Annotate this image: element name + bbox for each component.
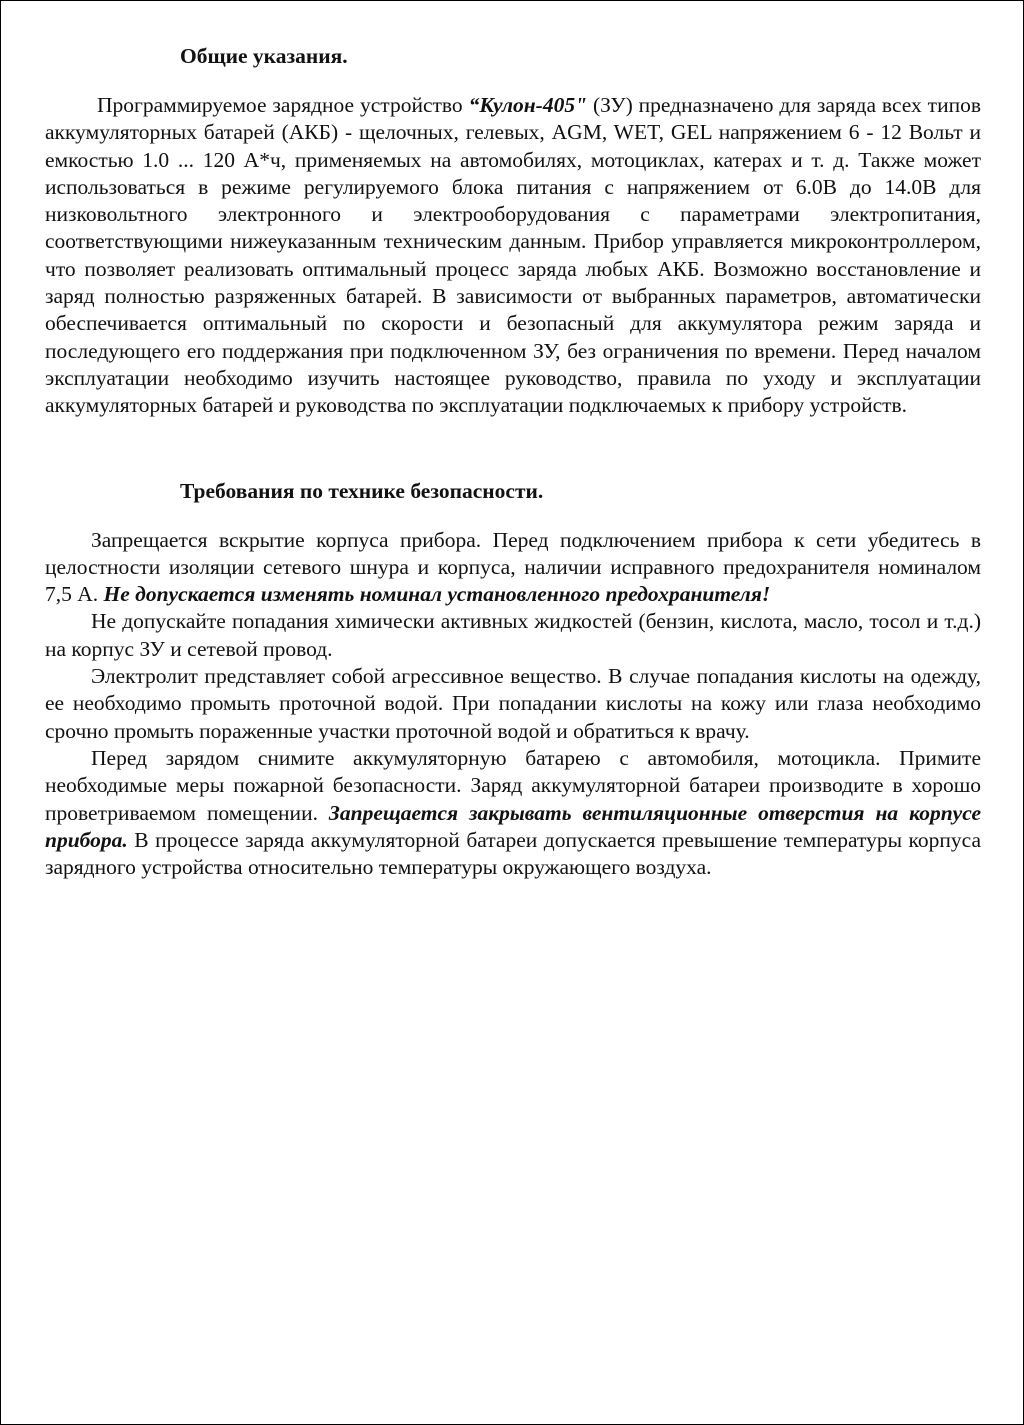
housing-text: Запрещается вскрытие корпуса прибора. Перед подключением прибора к сети убедитесь в целостности изоляции сетевого шнура и корпуса, наличии исправного предохранителя номиналом 7,5 А. <box>45 527 981 607</box>
safety-paragraph-charging <box>45 745 981 881</box>
general-instructions-paragraph <box>45 92 981 420</box>
safety-paragraph-electrolyte: Электролит представляет собой агрессивное вещество. В случае попадания кислоты на одежду, ее необходимо промыть проточной водой. При попадании кислоты на кожу или глаза необходимо срочно промыть пораженные участки проточной водой и обратиться к врачу. <box>45 664 981 743</box>
temperature-text: В процессе заряда аккумуляторной батареи допускается превышение температуры корпуса зарядного устройства относительно температуры окружающего воздуха. <box>45 827 981 880</box>
general-instructions-heading: Общие указания. <box>180 44 348 68</box>
safety-paragraph-liquids: Не допускайте попадания химически активных жидкостей (бензин, кислота, масло, тосол и т.д.) на корпус ЗУ и сетевой провод. <box>45 609 981 661</box>
charging-text: Перед зарядом снимите аккумуляторную батарею с автомобиля, мотоцикла. Примите необходимые меры пожарной безопасности. Заряд аккумуляторной батареи производите в хорошо проветриваемом помещении. <box>45 745 981 825</box>
intro-description: (ЗУ) предназначено для заряда всех типов аккумуляторных батарей (АКБ) - щелочных, гелевых, AGM, WET, GEL напряжением 6 - 12 Вольт и емкостью 1.0 ... 120 А*ч, применяемых на автомобилях, мотоциклах, катерах и т. д. Также может использоваться в режиме регулируемого блока питания с напряжением от 6.0В до 14.0В для низковольтного электронного и электрооборудования с параметрами электропитания, соответствующими нижеуказанным техническим данным. Прибор управляется микроконтроллером, что позволяет реализовать оптимальный процесс заряда любых АКБ. Возможно восстановление и заряд полностью разряженных батарей. В зависимости от выбранных параметров, автоматически обеспечивается оптимальный по скорости и безопасный для аккумулятора режим заряда и последующего его поддержания при подключенном ЗУ, без ограничения по времени. Перед началом эксплуатации необходимо изучить настоящее руководство, правила по уходу и эксплуатации аккумуляторных батарей и руководства по эксплуатации подключаемых к прибору устройств. <box>45 93 981 418</box>
safety-paragraph-housing <box>45 527 981 609</box>
intro-text: Программируемое зарядное устройство <box>97 93 469 117</box>
document-content <box>45 43 981 881</box>
safety-requirements-heading: Требования по технике безопасности. <box>180 478 544 503</box>
ventilation-warning: Запрещается закрывать вентиляционные отверстия на корпусе прибора. <box>45 800 981 852</box>
product-name: “Кулон-405" <box>468 93 588 117</box>
fuse-warning: Не допускается изменять номинал установленного предохранителя! <box>103 582 771 607</box>
